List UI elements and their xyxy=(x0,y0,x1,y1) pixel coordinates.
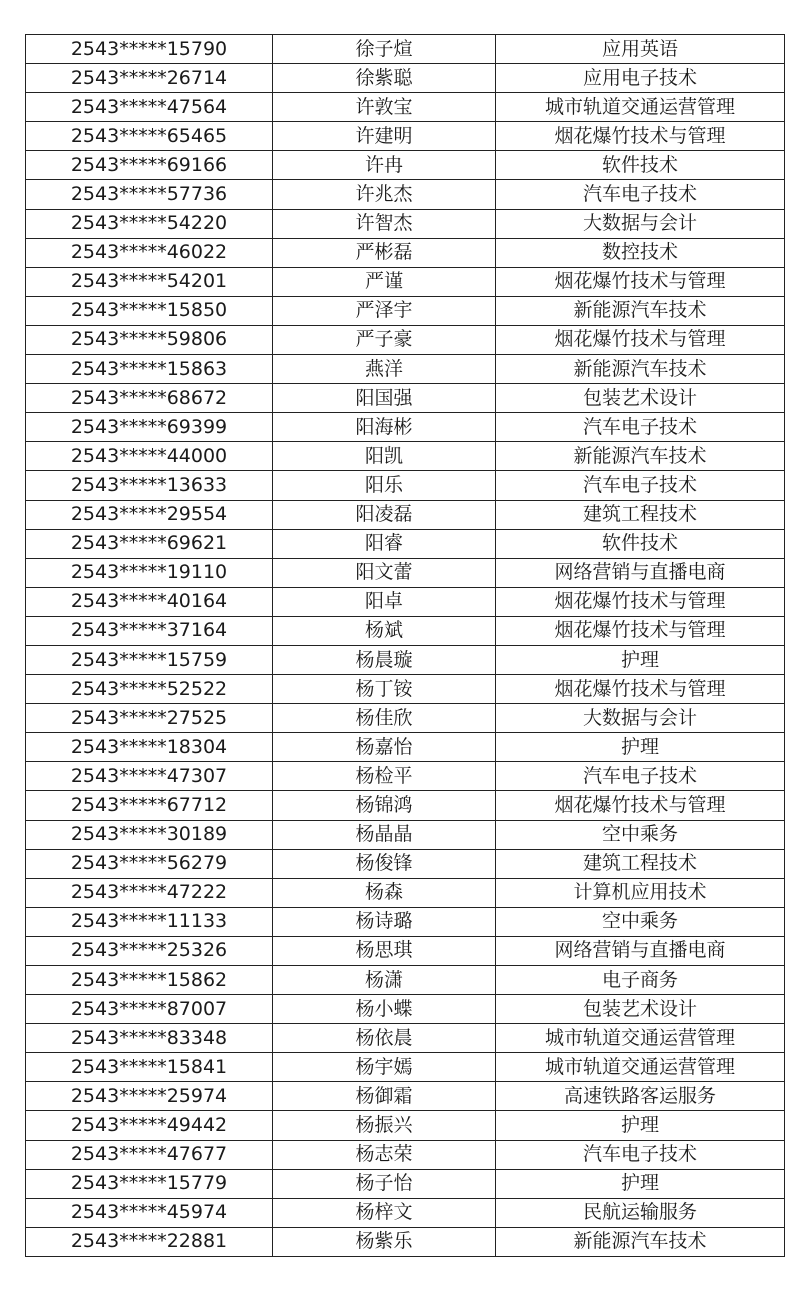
major-cell: 烟花爆竹技术与管理 xyxy=(496,791,785,820)
table-row xyxy=(26,733,785,762)
major-cell: 城市轨道交通运营管理 xyxy=(496,93,785,122)
table-row xyxy=(26,1082,785,1111)
student-id-cell: 2543*****15850 xyxy=(26,296,273,325)
major-cell: 软件技术 xyxy=(496,529,785,558)
student-name-cell: 徐紫聪 xyxy=(273,64,496,93)
major-cell: 软件技术 xyxy=(496,151,785,180)
table-row xyxy=(26,791,785,820)
student-name-cell: 阳国强 xyxy=(273,384,496,413)
table-row xyxy=(26,529,785,558)
major-cell: 民航运输服务 xyxy=(496,1198,785,1227)
student-id-cell: 2543*****15841 xyxy=(26,1053,273,1082)
major-cell: 烟花爆竹技术与管理 xyxy=(496,325,785,354)
student-id-cell: 2543*****47222 xyxy=(26,878,273,907)
table-row xyxy=(26,1169,785,1198)
major-cell: 空中乘务 xyxy=(496,907,785,936)
table-row xyxy=(26,384,785,413)
student-name-cell: 杨潇 xyxy=(273,966,496,995)
student-id-cell: 2543*****27525 xyxy=(26,704,273,733)
student-id-cell: 2543*****15790 xyxy=(26,35,273,64)
student-name-cell: 杨梓文 xyxy=(273,1198,496,1227)
student-id-cell: 2543*****69621 xyxy=(26,529,273,558)
student-name-cell: 杨检平 xyxy=(273,762,496,791)
major-cell: 烟花爆竹技术与管理 xyxy=(496,675,785,704)
major-cell: 城市轨道交通运营管理 xyxy=(496,1024,785,1053)
student-id-cell: 2543*****26714 xyxy=(26,64,273,93)
major-cell: 城市轨道交通运营管理 xyxy=(496,1053,785,1082)
student-id-cell: 2543*****69399 xyxy=(26,413,273,442)
table-row xyxy=(26,995,785,1024)
table-row xyxy=(26,413,785,442)
student-name-cell: 阳卓 xyxy=(273,587,496,616)
student-id-cell: 2543*****47564 xyxy=(26,93,273,122)
table-row xyxy=(26,1227,785,1256)
table-row xyxy=(26,355,785,384)
student-name-cell: 杨斌 xyxy=(273,616,496,645)
table-row xyxy=(26,966,785,995)
major-cell: 汽车电子技术 xyxy=(496,180,785,209)
table-row xyxy=(26,616,785,645)
major-cell: 护理 xyxy=(496,733,785,762)
table-row xyxy=(26,1198,785,1227)
table-row xyxy=(26,500,785,529)
student-name-cell: 杨宇嫣 xyxy=(273,1053,496,1082)
table-row xyxy=(26,558,785,587)
student-name-cell: 杨诗璐 xyxy=(273,907,496,936)
table-row xyxy=(26,1053,785,1082)
major-cell: 网络营销与直播电商 xyxy=(496,558,785,587)
student-name-cell: 杨振兴 xyxy=(273,1111,496,1140)
major-cell: 汽车电子技术 xyxy=(496,471,785,500)
major-cell: 网络营销与直播电商 xyxy=(496,936,785,965)
table-row xyxy=(26,1024,785,1053)
student-id-cell: 2543*****67712 xyxy=(26,791,273,820)
student-name-cell: 杨森 xyxy=(273,878,496,907)
student-name-cell: 阳海彬 xyxy=(273,413,496,442)
major-cell: 应用电子技术 xyxy=(496,64,785,93)
table-row xyxy=(26,296,785,325)
student-id-cell: 2543*****22881 xyxy=(26,1227,273,1256)
student-name-cell: 阳文蕾 xyxy=(273,558,496,587)
student-name-cell: 杨锦鸿 xyxy=(273,791,496,820)
student-name-cell: 阳凌磊 xyxy=(273,500,496,529)
table-row xyxy=(26,849,785,878)
student-id-cell: 2543*****18304 xyxy=(26,733,273,762)
student-id-cell: 2543*****47307 xyxy=(26,762,273,791)
student-name-cell: 许敦宝 xyxy=(273,93,496,122)
student-name-cell: 燕洋 xyxy=(273,355,496,384)
student-id-cell: 2543*****49442 xyxy=(26,1111,273,1140)
student-id-cell: 2543*****83348 xyxy=(26,1024,273,1053)
table-body xyxy=(26,35,785,1257)
major-cell: 烟花爆竹技术与管理 xyxy=(496,122,785,151)
student-name-cell: 杨俊锋 xyxy=(273,849,496,878)
student-name-cell: 杨御霜 xyxy=(273,1082,496,1111)
major-cell: 护理 xyxy=(496,1111,785,1140)
student-name-cell: 严子豪 xyxy=(273,325,496,354)
student-name-cell: 杨佳欣 xyxy=(273,704,496,733)
major-cell: 大数据与会计 xyxy=(496,704,785,733)
major-cell: 高速铁路客运服务 xyxy=(496,1082,785,1111)
major-cell: 汽车电子技术 xyxy=(496,1140,785,1169)
student-name-cell: 阳睿 xyxy=(273,529,496,558)
student-name-cell: 严泽宇 xyxy=(273,296,496,325)
table-row xyxy=(26,471,785,500)
major-cell: 大数据与会计 xyxy=(496,209,785,238)
table-row xyxy=(26,675,785,704)
major-cell: 建筑工程技术 xyxy=(496,500,785,529)
table-row xyxy=(26,238,785,267)
table-row xyxy=(26,122,785,151)
student-id-cell: 2543*****11133 xyxy=(26,907,273,936)
student-name-cell: 杨思琪 xyxy=(273,936,496,965)
student-id-cell: 2543*****19110 xyxy=(26,558,273,587)
table-row xyxy=(26,267,785,296)
major-cell: 烟花爆竹技术与管理 xyxy=(496,267,785,296)
student-id-cell: 2543*****15862 xyxy=(26,966,273,995)
student-id-cell: 2543*****44000 xyxy=(26,442,273,471)
student-table xyxy=(25,34,785,1257)
student-id-cell: 2543*****69166 xyxy=(26,151,273,180)
table-row xyxy=(26,1111,785,1140)
student-id-cell: 2543*****46022 xyxy=(26,238,273,267)
major-cell: 新能源汽车技术 xyxy=(496,442,785,471)
major-cell: 护理 xyxy=(496,1169,785,1198)
table-row xyxy=(26,820,785,849)
student-name-cell: 杨子怡 xyxy=(273,1169,496,1198)
student-id-cell: 2543*****29554 xyxy=(26,500,273,529)
table-row xyxy=(26,93,785,122)
student-id-cell: 2543*****15779 xyxy=(26,1169,273,1198)
roster-sheet xyxy=(25,34,781,1257)
major-cell: 护理 xyxy=(496,645,785,674)
student-id-cell: 2543*****54220 xyxy=(26,209,273,238)
student-id-cell: 2543*****57736 xyxy=(26,180,273,209)
student-id-cell: 2543*****47677 xyxy=(26,1140,273,1169)
major-cell: 新能源汽车技术 xyxy=(496,296,785,325)
major-cell: 建筑工程技术 xyxy=(496,849,785,878)
student-id-cell: 2543*****15759 xyxy=(26,645,273,674)
major-cell: 电子商务 xyxy=(496,966,785,995)
major-cell: 汽车电子技术 xyxy=(496,413,785,442)
student-id-cell: 2543*****68672 xyxy=(26,384,273,413)
table-row xyxy=(26,35,785,64)
major-cell: 新能源汽车技术 xyxy=(496,1227,785,1256)
table-row xyxy=(26,878,785,907)
table-row xyxy=(26,209,785,238)
major-cell: 数控技术 xyxy=(496,238,785,267)
student-name-cell: 杨依晨 xyxy=(273,1024,496,1053)
table-row xyxy=(26,325,785,354)
student-id-cell: 2543*****45974 xyxy=(26,1198,273,1227)
table-row xyxy=(26,587,785,616)
student-id-cell: 2543*****25326 xyxy=(26,936,273,965)
table-row xyxy=(26,936,785,965)
student-id-cell: 2543*****54201 xyxy=(26,267,273,296)
table-row xyxy=(26,645,785,674)
major-cell: 烟花爆竹技术与管理 xyxy=(496,587,785,616)
major-cell: 空中乘务 xyxy=(496,820,785,849)
major-cell: 应用英语 xyxy=(496,35,785,64)
student-name-cell: 许冉 xyxy=(273,151,496,180)
student-name-cell: 杨晶晶 xyxy=(273,820,496,849)
student-id-cell: 2543*****15863 xyxy=(26,355,273,384)
student-id-cell: 2543*****37164 xyxy=(26,616,273,645)
student-id-cell: 2543*****40164 xyxy=(26,587,273,616)
student-name-cell: 许兆杰 xyxy=(273,180,496,209)
student-id-cell: 2543*****65465 xyxy=(26,122,273,151)
student-name-cell: 杨志荣 xyxy=(273,1140,496,1169)
student-name-cell: 杨丁铵 xyxy=(273,675,496,704)
student-name-cell: 许建明 xyxy=(273,122,496,151)
table-row xyxy=(26,704,785,733)
student-id-cell: 2543*****30189 xyxy=(26,820,273,849)
major-cell: 计算机应用技术 xyxy=(496,878,785,907)
student-name-cell: 徐子煊 xyxy=(273,35,496,64)
table-row xyxy=(26,442,785,471)
table-row xyxy=(26,180,785,209)
major-cell: 新能源汽车技术 xyxy=(496,355,785,384)
major-cell: 烟花爆竹技术与管理 xyxy=(496,616,785,645)
major-cell: 汽车电子技术 xyxy=(496,762,785,791)
student-name-cell: 阳凯 xyxy=(273,442,496,471)
student-name-cell: 杨小蝶 xyxy=(273,995,496,1024)
student-id-cell: 2543*****59806 xyxy=(26,325,273,354)
student-id-cell: 2543*****52522 xyxy=(26,675,273,704)
student-id-cell: 2543*****13633 xyxy=(26,471,273,500)
student-name-cell: 杨紫乐 xyxy=(273,1227,496,1256)
major-cell: 包装艺术设计 xyxy=(496,995,785,1024)
table-row xyxy=(26,151,785,180)
table-row xyxy=(26,762,785,791)
student-name-cell: 严彬磊 xyxy=(273,238,496,267)
table-row xyxy=(26,907,785,936)
student-name-cell: 阳乐 xyxy=(273,471,496,500)
table-row xyxy=(26,64,785,93)
table-row xyxy=(26,1140,785,1169)
student-id-cell: 2543*****87007 xyxy=(26,995,273,1024)
student-name-cell: 严谨 xyxy=(273,267,496,296)
student-name-cell: 杨嘉怡 xyxy=(273,733,496,762)
student-id-cell: 2543*****56279 xyxy=(26,849,273,878)
major-cell: 包装艺术设计 xyxy=(496,384,785,413)
student-name-cell: 杨晨璇 xyxy=(273,645,496,674)
student-name-cell: 许智杰 xyxy=(273,209,496,238)
student-id-cell: 2543*****25974 xyxy=(26,1082,273,1111)
